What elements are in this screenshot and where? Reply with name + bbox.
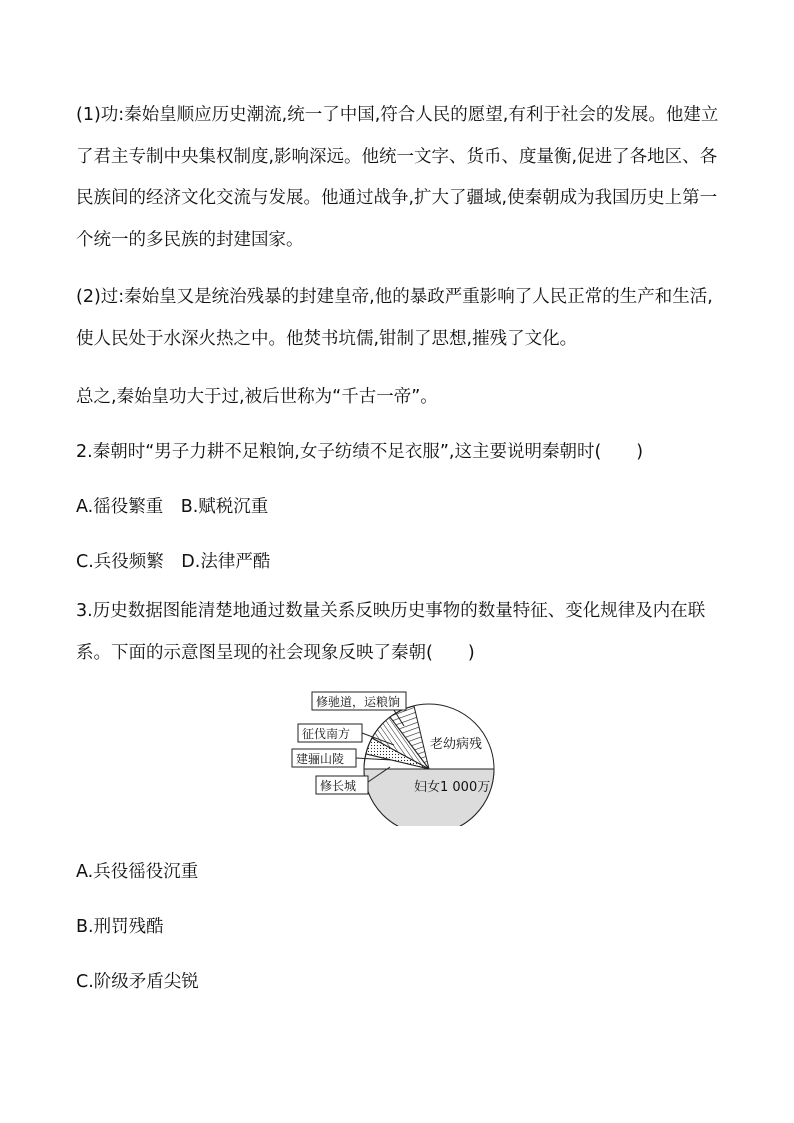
paragraph-faults: (2)过:秦始皇又是统治残暴的封建皇帝,他的暴政严重影响了人民正常的生产和生活,使人民处于水深火热之中。他焚书坑儒,钳制了思想,摧残了文化。 [76, 287, 713, 349]
label-elderly: 老幼病残 [430, 737, 483, 752]
question-3-option-a: A.兵役徭役沉重 [76, 862, 199, 882]
label-road: 修驰道，运粮饷 [316, 695, 401, 709]
pie-diagram [286, 690, 506, 826]
question-2-stem: 2.秦朝时“男子力耕不足粮饷,女子纺绩不足衣服”,这主要说明秦朝时( ) [76, 442, 644, 462]
label-lishan: 建骊山陵 [296, 752, 345, 766]
paragraph-conclusion: 总之,秦始皇功大于过,被后世称为“千古一帝”。 [76, 387, 438, 407]
question-3-option-c: C.阶级矛盾尖锐 [76, 972, 199, 992]
pie-diagram-svg [286, 690, 506, 826]
question-3-stem: 3.历史数据图能清楚地通过数量关系反映历史事物的数量特征、变化规律及内在联系。下面的示意图呈现的社会现象反映了秦朝( ) [76, 601, 706, 663]
label-wall: 修长城 [320, 779, 357, 793]
label-women: 妇女1 000万 [414, 780, 491, 795]
label-south: 征伐南方 [302, 727, 351, 741]
question-2-options-ab: A.徭役繁重 B.赋税沉重 [76, 497, 269, 517]
question-2-options-cd: C.兵役频繁 D.法律严酷 [76, 552, 271, 572]
slice-women [364, 769, 494, 826]
question-3-option-b: B.刑罚残酷 [76, 917, 164, 937]
paragraph-merits: (1)功:秦始皇顺应历史潮流,统一了中国,符合人民的愿望,有利于社会的发展。他建立了君主专制中央集权制度,影响深远。他统一文字、货币、度量衡,促进了各地区、各民族间的经济文化交流与发展。他通过战争,扩大了疆域,使秦朝成为我国历史上第一个统一的多民族的封建国家。 [76, 105, 719, 250]
